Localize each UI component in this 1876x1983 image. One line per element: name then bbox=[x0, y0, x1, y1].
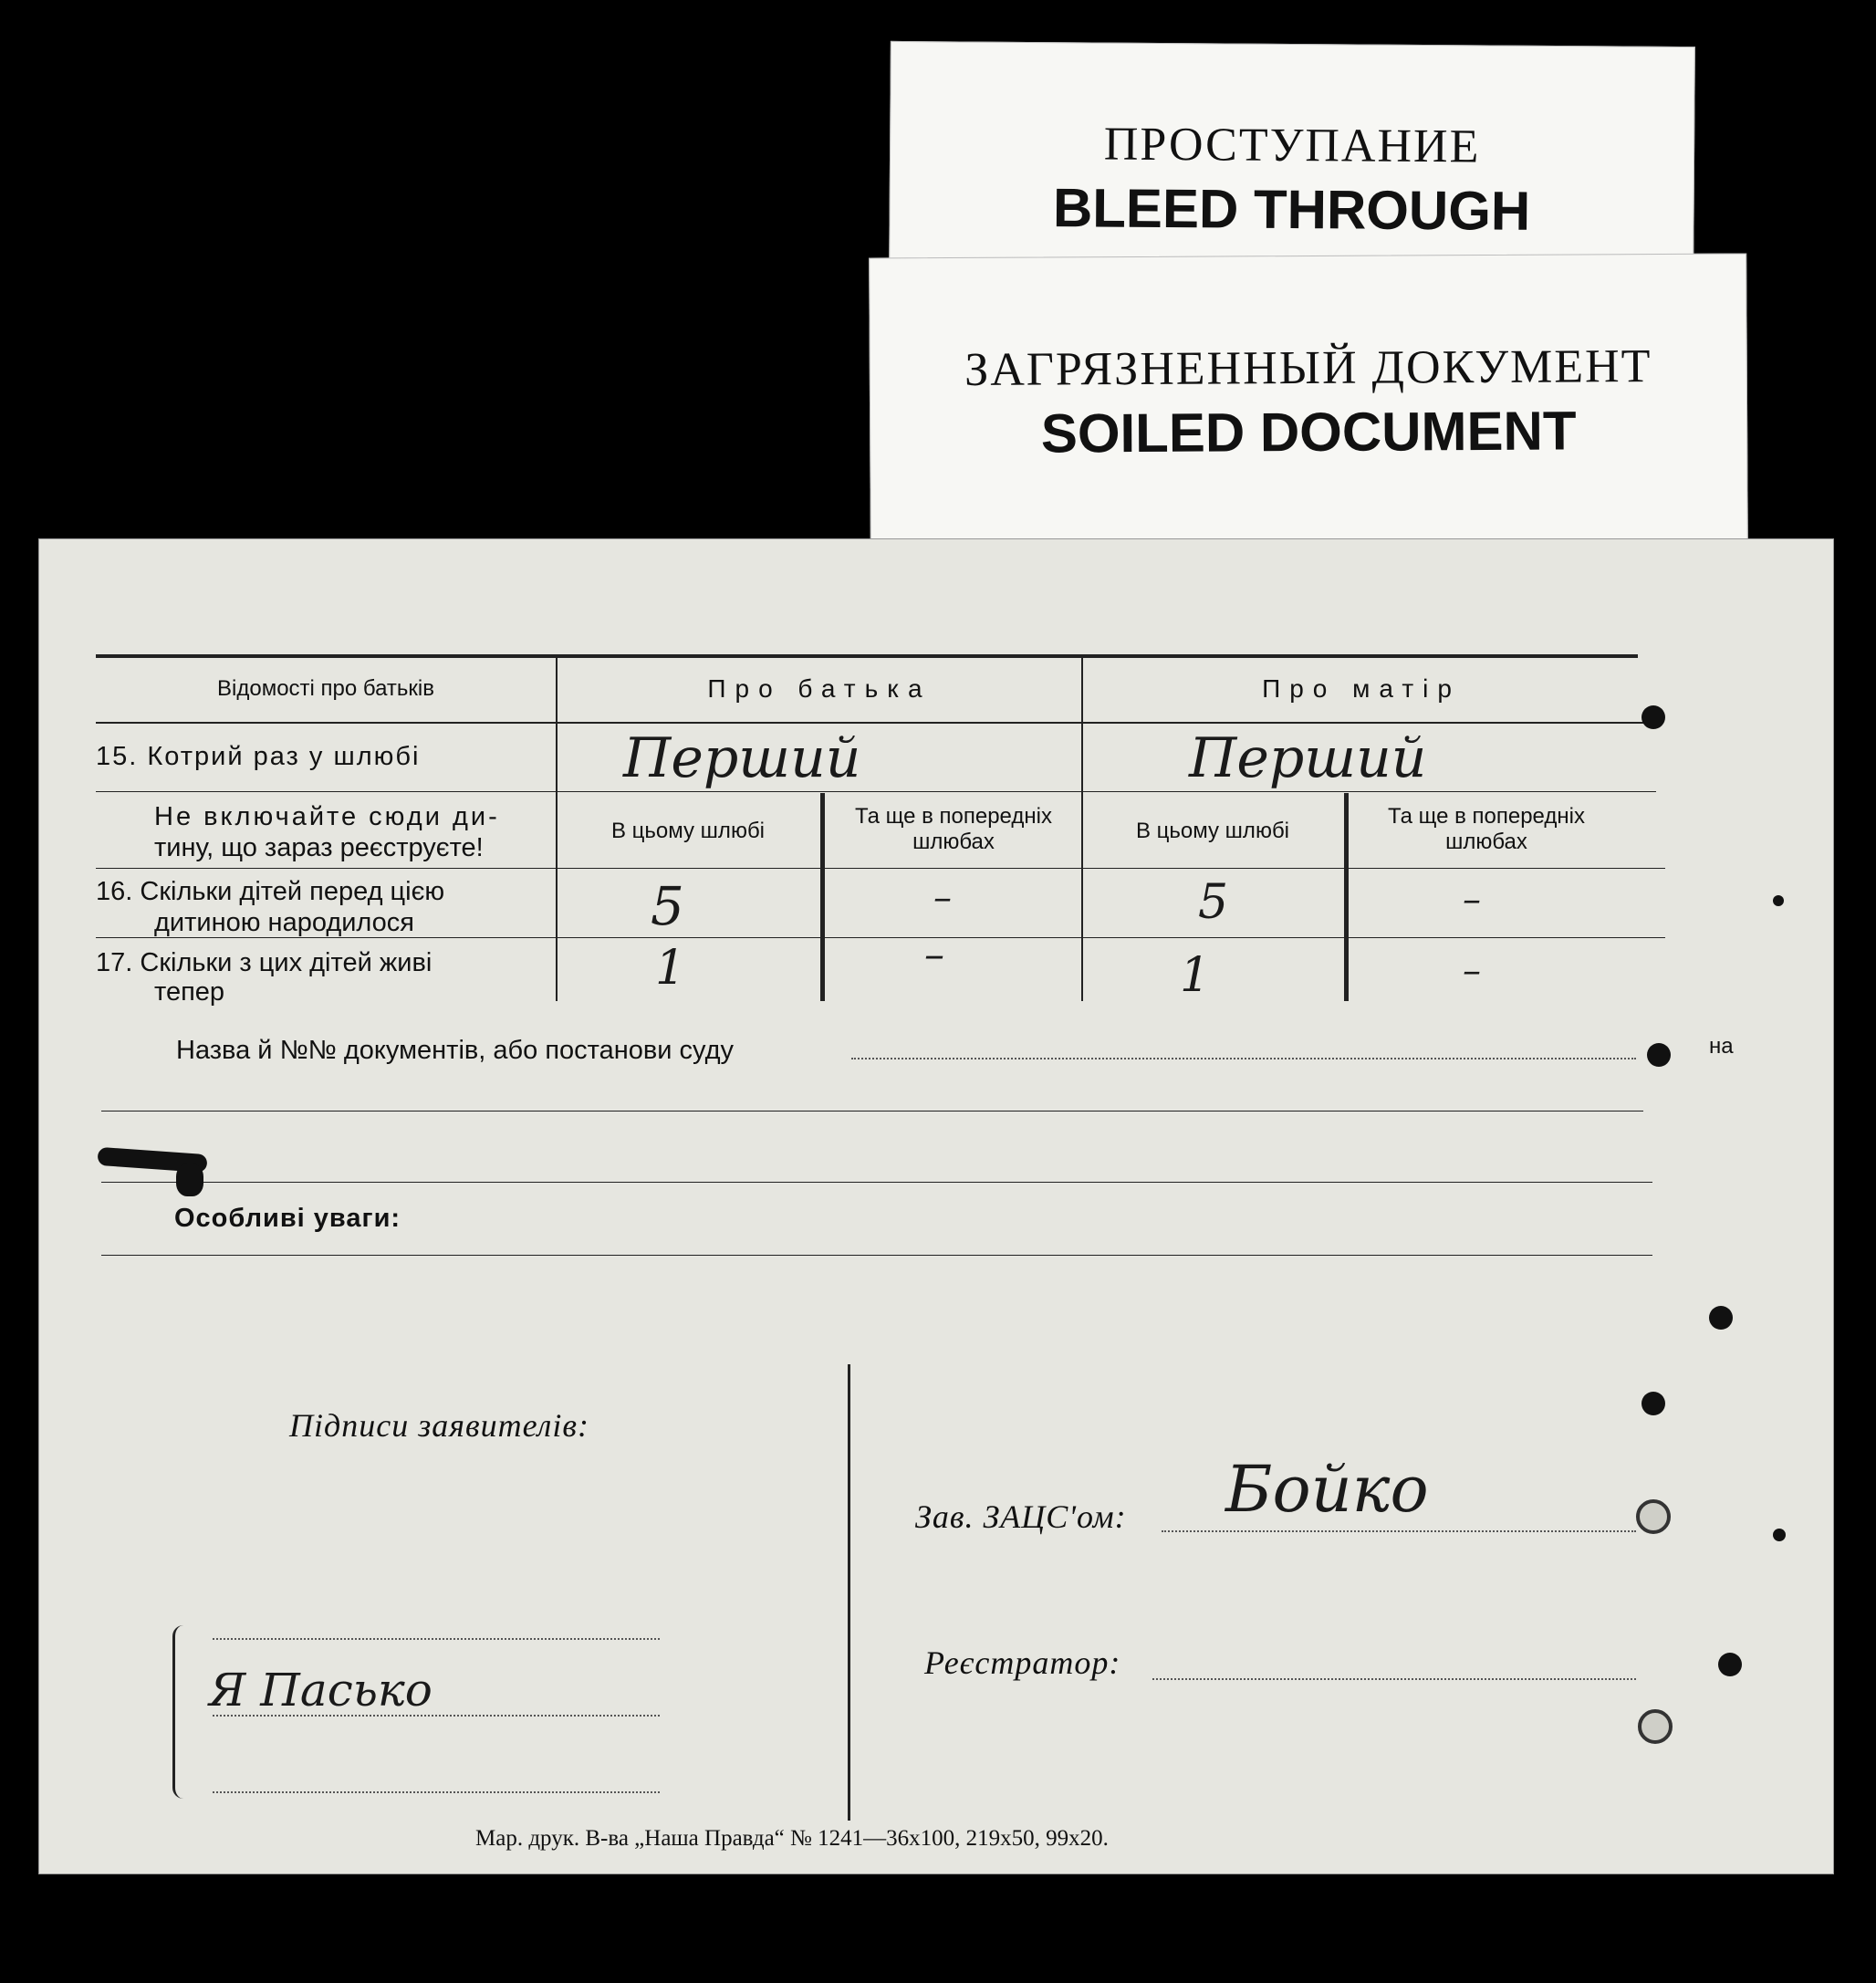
row17-label-line-2: тепер bbox=[154, 977, 225, 1007]
zags-head-signature: Бойко bbox=[1225, 1452, 1429, 1527]
row17-mother-prev-value: – bbox=[1463, 950, 1481, 992]
documents-extra-line-2 bbox=[101, 1182, 1652, 1183]
remarks-fill-line bbox=[101, 1255, 1652, 1256]
punch-hole bbox=[1642, 1392, 1665, 1415]
applicants-signatures-label: Підписи заявителів: bbox=[289, 1407, 589, 1444]
row16-father-prev-value: – bbox=[933, 877, 952, 919]
row16-label-line-1: 16. Скільки дітей перед цією bbox=[96, 877, 445, 906]
row15-label: 15. Котрий раз у шлюбі bbox=[96, 742, 421, 771]
mother-this-marriage-header: В цьому шлюбі bbox=[1135, 819, 1290, 843]
note-line-1: Не включайте сюди ди- bbox=[154, 802, 500, 831]
soiled-document-label bbox=[869, 253, 1748, 551]
punch-hole bbox=[1718, 1653, 1742, 1676]
punch-hole bbox=[1709, 1306, 1733, 1330]
mother-prev-marriages-header-2: шлюбах bbox=[1445, 830, 1527, 854]
applicant-signature: Я Пасько bbox=[209, 1664, 433, 1717]
row15-mother-value: Перший bbox=[1189, 726, 1427, 790]
col-divider-mother-sub bbox=[1344, 793, 1349, 1001]
header-about-father: Про батька bbox=[707, 674, 932, 703]
bleed-through-label bbox=[889, 41, 1695, 281]
documents-extra-line bbox=[101, 1111, 1643, 1112]
soiled-document-en-text: SOILED DOCUMENT bbox=[1040, 400, 1577, 464]
punch-hole bbox=[1642, 705, 1665, 729]
table-top-rule bbox=[96, 654, 1638, 658]
applicants-brace bbox=[172, 1625, 184, 1799]
punch-hole bbox=[1647, 1043, 1671, 1067]
row15-rule bbox=[96, 791, 1656, 792]
remarks-label: Особливі уваги: bbox=[174, 1204, 401, 1233]
documents-label: Назва й №№ документів, або постанови суду bbox=[176, 1036, 735, 1065]
punch-hole bbox=[1773, 1529, 1786, 1541]
punch-hole bbox=[1636, 1499, 1671, 1534]
row17-father-prev-value: – bbox=[924, 932, 944, 978]
row15-father-value: Перший bbox=[623, 726, 861, 790]
signature-divider bbox=[848, 1364, 850, 1821]
punch-hole bbox=[1638, 1709, 1673, 1744]
ink-smudge-drop bbox=[176, 1164, 203, 1196]
printer-imprint: Мар. друк. В-ва „Наша Правда“ № 1241—36x100, 219x50, 99x20. bbox=[475, 1826, 1109, 1851]
note-line-2: тину, що зараз реєструєте! bbox=[154, 833, 484, 862]
row16-mother-prev-value: – bbox=[1463, 879, 1481, 921]
table-header-rule bbox=[96, 722, 1647, 724]
row17-mother-this-value: 1 bbox=[1180, 948, 1211, 1003]
registrar-line bbox=[1152, 1678, 1636, 1680]
header-about-mother: Про матір bbox=[1262, 674, 1461, 703]
applicant-line-3 bbox=[213, 1791, 660, 1793]
punch-hole bbox=[1773, 895, 1784, 906]
father-this-marriage-header: В цьому шлюбі bbox=[610, 819, 766, 843]
row16-label-line-2: дитиною народилося bbox=[154, 908, 415, 937]
registration-form-card bbox=[38, 538, 1834, 1874]
father-prev-marriages-header-2: шлюбах bbox=[912, 830, 995, 854]
margin-note: на bbox=[1709, 1034, 1734, 1059]
registrar-label: Реєстратор: bbox=[924, 1644, 1121, 1681]
subheader-rule bbox=[96, 868, 1665, 869]
documents-fill-line bbox=[851, 1058, 1636, 1059]
applicant-line-1 bbox=[213, 1638, 660, 1640]
row17-label-line-1: 17. Скільки з цих дітей живі bbox=[96, 948, 433, 977]
zags-head-label: Зав. ЗАЦС'ом: bbox=[915, 1498, 1127, 1535]
row17-father-this-value: 1 bbox=[655, 941, 686, 996]
row16-mother-this-value: 5 bbox=[1198, 875, 1229, 930]
soiled-document-ru-text: ЗАГРЯЗНЕННЫЙ ДОКУМЕНТ bbox=[964, 340, 1652, 396]
bleed-through-en-text: BLEED THROUGH bbox=[1052, 176, 1531, 242]
zags-head-line bbox=[1162, 1530, 1636, 1532]
bleed-through-ru-text: ПРОСТУПАНИЕ bbox=[1103, 118, 1481, 172]
father-prev-marriages-header-1: Та ще в попередніх bbox=[855, 804, 1052, 829]
header-parents-info: Відомості про батьків bbox=[217, 676, 434, 701]
col-divider-father-sub bbox=[820, 793, 825, 1001]
row16-father-this-value: 5 bbox=[651, 875, 684, 937]
mother-prev-marriages-header-1: Та ще в попередніх bbox=[1388, 804, 1585, 829]
